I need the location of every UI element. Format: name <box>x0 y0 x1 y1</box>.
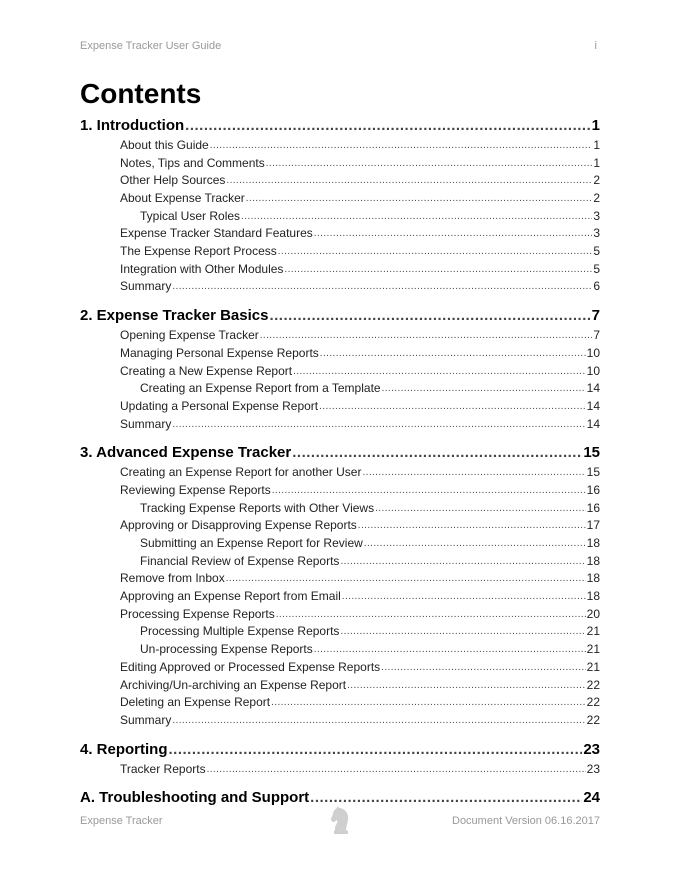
toc-section-entry[interactable] <box>80 517 600 535</box>
toc-page-number: 14 <box>586 416 600 431</box>
toc-entry-title: 1. Introduction <box>80 117 185 134</box>
toc-entry-title: Reviewing Expense Reports <box>120 482 271 497</box>
toc-section-entry[interactable] <box>80 279 600 297</box>
toc-page-number: 18 <box>586 553 600 568</box>
toc-page-number: 1 <box>593 137 600 152</box>
toc-entry-title: 3. Advanced Expense Tracker <box>80 444 292 462</box>
toc-page-number: 16 <box>586 482 600 497</box>
toc-entry-title: Processing Multiple Expense Reports <box>140 624 340 639</box>
toc-entry-title: 2. Expense Tracker Basics <box>80 307 269 325</box>
toc-page-number: 2 <box>593 191 600 206</box>
toc-section-entry[interactable] <box>80 398 600 416</box>
toc-entry-title: Summary <box>120 279 172 294</box>
toc-entry-title: Financial Review of Expense Reports <box>140 553 340 568</box>
dot-leader <box>381 659 585 677</box>
page-header <box>80 40 600 54</box>
toc-subsection-entry[interactable] <box>80 535 600 553</box>
toc-page-number: 20 <box>586 606 600 621</box>
dot-leader <box>207 761 586 779</box>
document-version: Document Version 06.16.2017 <box>452 815 600 827</box>
dot-leader <box>340 553 585 571</box>
toc-entry-title: Expense Tracker Standard Features <box>120 226 313 241</box>
toc-section-entry[interactable] <box>80 482 600 500</box>
footer-product-name: Expense Tracker <box>80 815 163 827</box>
dot-leader <box>246 190 593 208</box>
toc-entry-title: Updating a Personal Expense Report <box>120 398 319 413</box>
toc-subsection-entry[interactable] <box>80 500 600 518</box>
toc-page-number: 10 <box>586 363 600 378</box>
toc-page-number: 18 <box>586 589 600 604</box>
toc-entry-title: Tracking Expense Reports with Other Views <box>140 500 375 515</box>
toc-section-entry[interactable] <box>80 155 600 173</box>
toc-entry-title: About Expense Tracker <box>120 191 245 206</box>
toc-section-entry[interactable] <box>80 606 600 624</box>
dot-leader <box>269 304 590 327</box>
toc-entry-title: Other Help Sources <box>120 173 226 188</box>
dot-leader <box>169 738 583 761</box>
toc-page-number: 16 <box>586 500 600 515</box>
dot-leader <box>347 677 586 695</box>
toc-subsection-entry[interactable] <box>80 624 600 642</box>
toc-chapter-entry[interactable] <box>80 441 600 464</box>
toc-chapter-entry[interactable] <box>80 304 600 327</box>
toc-entry-title: Approving an Expense Report from Email <box>120 589 341 604</box>
toc-section-entry[interactable] <box>80 416 600 434</box>
toc-page-number: 14 <box>586 398 600 413</box>
dot-leader <box>272 482 586 500</box>
toc-page-number: 21 <box>586 624 600 639</box>
toc-page-number: 1 <box>591 117 600 134</box>
toc-page-number: 5 <box>593 261 600 276</box>
toc-entry-title: Integration with Other Modules <box>120 261 284 276</box>
toc-page-number: 21 <box>586 659 600 674</box>
dot-leader <box>292 441 582 464</box>
toc-subsection-entry[interactable] <box>80 553 600 571</box>
dot-leader <box>241 208 592 226</box>
dot-leader <box>382 380 586 398</box>
toc-section-entry[interactable] <box>80 677 600 695</box>
dot-leader <box>314 225 593 243</box>
toc-entry-title: Deleting an Expense Report <box>120 695 271 710</box>
toc-entry-title: Summary <box>120 712 172 727</box>
dot-leader <box>284 261 592 279</box>
toc-entry-title: Un-processing Expense Reports <box>140 642 313 657</box>
toc-subsection-entry[interactable] <box>80 208 600 226</box>
dot-leader <box>226 172 592 190</box>
dot-leader <box>375 500 586 518</box>
toc-section-entry[interactable] <box>80 659 600 677</box>
toc-entry-title: Archiving/Un-archiving an Expense Report <box>120 677 347 692</box>
toc-chapter-entry[interactable] <box>80 114 600 137</box>
toc-page-number: 18 <box>586 571 600 586</box>
toc-section-entry[interactable] <box>80 190 600 208</box>
dot-leader <box>271 694 586 712</box>
toc-page-number: 24 <box>583 789 600 807</box>
toc-page-number: 14 <box>586 381 600 396</box>
toc-page-number: 3 <box>593 208 600 223</box>
toc-page-number: 21 <box>586 642 600 657</box>
dot-leader <box>314 641 586 659</box>
toc-entry-title: Creating an Expense Report from a Template <box>140 381 381 396</box>
toc-entry-title: The Expense Report Process <box>120 244 277 259</box>
dot-leader <box>210 137 593 155</box>
toc-page-number: 3 <box>593 226 600 241</box>
toc-section-entry[interactable] <box>80 712 600 730</box>
toc-section-entry[interactable] <box>80 761 600 779</box>
dot-leader <box>260 327 593 345</box>
toc-entry-title: Approving or Disapproving Expense Reports <box>120 518 357 533</box>
toc-subsection-entry[interactable] <box>80 641 600 659</box>
toc-section-entry[interactable] <box>80 345 600 363</box>
toc-entry-title: Editing Approved or Processed Expense Reports <box>120 659 381 674</box>
dot-leader <box>276 606 586 624</box>
toc-page-number: 15 <box>583 444 600 462</box>
toc-chapter-entry[interactable] <box>80 738 600 761</box>
toc-page-number: 2 <box>593 173 600 188</box>
toc-section-entry[interactable] <box>80 172 600 190</box>
toc-page-number: 17 <box>586 518 600 533</box>
toc-section-entry[interactable] <box>80 464 600 482</box>
toc-entry-title: Creating an Expense Report for another User <box>120 465 362 480</box>
chess-knight-icon <box>330 806 352 836</box>
toc-entry-title: Typical User Roles <box>140 208 241 223</box>
toc-page-number: 6 <box>593 279 600 294</box>
dot-leader <box>319 398 586 416</box>
toc-page-number: 5 <box>593 244 600 259</box>
toc-entry-title: 4. Reporting <box>80 740 168 758</box>
toc-page-number: 7 <box>593 328 600 343</box>
toc-entry-title: Processing Expense Reports <box>120 606 275 621</box>
dot-leader <box>172 278 592 296</box>
dot-leader <box>358 517 586 535</box>
toc-page-number: 15 <box>586 465 600 480</box>
toc-page-number: 22 <box>586 712 600 727</box>
toc-entry-title: Managing Personal Expense Reports <box>120 345 319 360</box>
dot-leader <box>362 464 585 482</box>
dot-leader <box>340 623 585 641</box>
dot-leader <box>185 114 590 137</box>
toc-entry-title: About this Guide <box>120 137 209 152</box>
table-of-contents <box>80 114 600 817</box>
toc-entry-title: Opening Expense Tracker <box>120 328 259 343</box>
toc-section-entry[interactable] <box>80 327 600 345</box>
toc-page-number: 22 <box>586 677 600 692</box>
dot-leader <box>172 712 585 730</box>
toc-page-number: 23 <box>583 740 600 758</box>
dot-leader <box>320 345 586 363</box>
toc-section-entry[interactable] <box>80 137 600 155</box>
dot-leader <box>266 155 593 173</box>
dot-leader <box>364 535 586 553</box>
toc-page-number: 7 <box>591 307 600 325</box>
toc-entry-title: Creating a New Expense Report <box>120 363 293 378</box>
toc-entry-title: Notes, Tips and Comments <box>120 155 265 170</box>
toc-entry-title: Tracker Reports <box>120 761 206 776</box>
toc-entry-title: Summary <box>120 416 172 431</box>
toc-section <box>80 738 600 779</box>
toc-entry-title: Submitting an Expense Report for Review <box>140 536 363 551</box>
toc-page-number: 1 <box>593 155 600 170</box>
toc-section-entry[interactable] <box>80 261 600 279</box>
toc-entry-title: A. Troubleshooting and Support <box>80 789 310 807</box>
toc-page-number: 10 <box>586 345 600 360</box>
toc-section-entry[interactable] <box>80 588 600 606</box>
contents-heading: Contents <box>80 78 202 109</box>
toc-section-entry[interactable] <box>80 570 600 588</box>
dot-leader <box>226 570 586 588</box>
dot-leader <box>278 243 593 261</box>
toc-section <box>80 304 600 433</box>
toc-section-entry[interactable] <box>80 694 600 712</box>
toc-section-entry[interactable] <box>80 225 600 243</box>
page-footer <box>80 814 600 834</box>
dot-leader <box>342 588 586 606</box>
toc-section-entry[interactable] <box>80 363 600 381</box>
toc-page-number: 22 <box>586 695 600 710</box>
toc-entry-title: Remove from Inbox <box>120 571 225 586</box>
document-title: Expense Tracker User Guide <box>80 40 222 52</box>
dot-leader <box>293 363 586 381</box>
page-number: i <box>594 40 597 52</box>
toc-section <box>80 441 600 729</box>
dot-leader <box>172 416 585 434</box>
toc-section-entry[interactable] <box>80 243 600 261</box>
toc-page-number: 23 <box>586 761 600 776</box>
toc-subsection-entry[interactable] <box>80 380 600 398</box>
toc-page-number: 18 <box>586 536 600 551</box>
toc-section <box>80 114 600 296</box>
